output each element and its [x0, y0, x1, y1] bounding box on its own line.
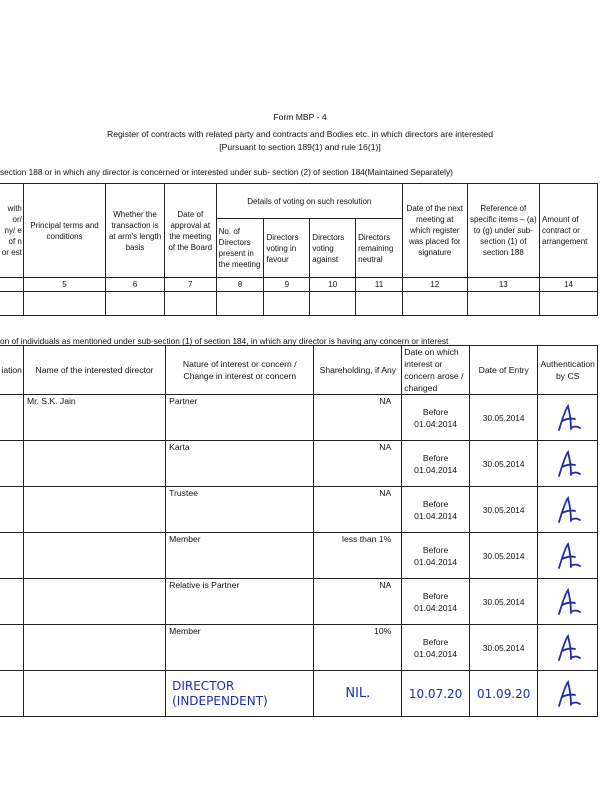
empty-cell: [0, 671, 23, 717]
col-header-next-meeting: Date of the next meeting at which register was placed for signature: [403, 184, 468, 278]
date-interest-before: Before: [422, 452, 449, 463]
date-interest-before: Before: [422, 406, 449, 417]
nature-cell: Relative is Partner: [166, 579, 314, 625]
register-subtitle: Register of contracts with related party and contracts and Bodies etc. in which directors are interested: [107, 129, 493, 139]
handwritten-nature: [166, 671, 314, 717]
date-interest-cell: [402, 395, 470, 441]
handwritten-nature-line2: (INDEPENDENT): [172, 693, 268, 708]
empty-cell: [216, 292, 264, 316]
col-header-director-name: Name of the interested director: [23, 346, 165, 395]
date-interest-date: 01.04.2014: [414, 556, 458, 567]
table-row: [0, 441, 598, 487]
date-interest-cell: [402, 487, 470, 533]
handwritten-shareholding: NIL.: [314, 671, 402, 717]
col-header-voting-favour: Directors voting in favour: [264, 219, 310, 278]
table-row-handwritten: [0, 671, 598, 717]
empty-cell: [23, 671, 165, 717]
col-number: [0, 278, 23, 292]
nature-cell: Member: [166, 625, 314, 671]
date-interest-date: 01.04.2014: [414, 464, 458, 475]
cs-signature: [538, 579, 598, 625]
empty-cell: [540, 292, 598, 316]
col-header-voting-against: Directors voting against: [310, 219, 356, 278]
director-name-cell: Mr. S.K. Jain: [23, 395, 165, 441]
date-entry-cell: 30.05.2014: [469, 487, 538, 533]
shareholding-cell: NA: [314, 579, 402, 625]
signature-icon: [553, 678, 583, 710]
col-header-section-188-ref: Reference of specific items – (a) to (g) under sub-section (1) of section 188: [467, 184, 539, 278]
col-header-a: with or/ ny/ e of n or est: [0, 184, 23, 278]
table-row: [0, 395, 598, 441]
col-number: 10: [310, 278, 356, 292]
empty-cell: [403, 292, 468, 316]
date-entry-cell: 30.05.2014: [469, 625, 538, 671]
signature-icon: [553, 586, 583, 618]
shareholding-cell: less than 1%: [314, 533, 402, 579]
date-interest-before: Before: [422, 544, 449, 555]
col-header-arms-length: Whether the transaction is at arm's length basis: [106, 184, 165, 278]
nature-cell: Partner: [166, 395, 314, 441]
signature-icon: [553, 494, 583, 526]
empty-cell: [356, 292, 403, 316]
col-header-date-interest: Date on which interest or concern arose / changed: [402, 346, 470, 395]
table-row: [0, 533, 598, 579]
date-interest-cell: [402, 579, 470, 625]
pursuant-line: [Pursuant to section 189(1) and rule 16(1)]: [219, 142, 381, 152]
empty-cell: [467, 292, 539, 316]
col-number: 13: [467, 278, 539, 292]
signature-icon: [553, 540, 583, 572]
director-name-cell: [23, 487, 165, 533]
date-interest-cell: [402, 441, 470, 487]
nature-cell: Member: [166, 533, 314, 579]
cs-signature: [538, 671, 598, 717]
handwritten-nature-line1: DIRECTOR: [172, 678, 235, 693]
col-number: 5: [23, 278, 105, 292]
col-number: 7: [164, 278, 216, 292]
cs-signature: [538, 625, 598, 671]
date-entry-cell: 30.05.2014: [469, 533, 538, 579]
director-name-cell: [23, 441, 165, 487]
cs-signature: [538, 487, 598, 533]
related-party-contracts-table: [0, 183, 598, 316]
empty-cell: [106, 292, 165, 316]
col-number: 14: [540, 278, 598, 292]
date-interest-cell: [402, 533, 470, 579]
empty-cell: [0, 292, 23, 316]
cs-signature: [538, 441, 598, 487]
date-entry-cell: 30.05.2014: [469, 441, 538, 487]
table-row: [0, 579, 598, 625]
shareholding-cell: NA: [314, 395, 402, 441]
col-number: 8: [216, 278, 264, 292]
signature-icon: [553, 402, 583, 434]
shareholding-cell: NA: [314, 487, 402, 533]
shareholding-cell: 10%: [314, 625, 402, 671]
date-interest-date: 01.04.2014: [414, 648, 458, 659]
empty-cell: [0, 625, 23, 671]
date-interest-before: Before: [422, 636, 449, 647]
cs-signature: [538, 533, 598, 579]
director-name-cell: [23, 533, 165, 579]
date-interest-cell: [402, 625, 470, 671]
empty-cell: [0, 487, 23, 533]
col-number: 12: [403, 278, 468, 292]
empty-cell: [0, 395, 23, 441]
table-row: [0, 487, 598, 533]
date-entry-cell: 30.05.2014: [469, 579, 538, 625]
empty-cell: [164, 292, 216, 316]
interest-register-table: [0, 345, 598, 717]
director-name-cell: [23, 579, 165, 625]
part1-note: section 188 or in which any director is concerned or interested under sub- section (2) of section 184(Maintained Separately): [0, 167, 453, 177]
part2-note: on of individuals as mentioned under sub-section (1) of section 184, in which any director is having any concern or interest: [0, 336, 449, 346]
col-header-authentication: Authentication by CS: [538, 346, 598, 395]
shareholding-cell: NA: [314, 441, 402, 487]
empty-cell: [23, 292, 105, 316]
empty-cell: [310, 292, 356, 316]
empty-cell: [0, 441, 23, 487]
empty-cell: [0, 579, 23, 625]
col-header-a: iation: [0, 346, 23, 395]
col-header-approval-date: Date of approval at the meeting of the Board: [164, 184, 216, 278]
cs-signature: [538, 395, 598, 441]
col-header-directors-present: No. of Directors present in the meeting: [216, 219, 264, 278]
table-row: [0, 625, 598, 671]
date-interest-date: 01.04.2014: [414, 418, 458, 429]
empty-cell: [264, 292, 310, 316]
empty-cell: [0, 533, 23, 579]
nature-cell: Karta: [166, 441, 314, 487]
nature-cell: Trustee: [166, 487, 314, 533]
col-header-nature: Nature of interest or concern / Change in interest or concern: [166, 346, 314, 395]
col-header-principal-terms: Principal terms and conditions: [23, 184, 105, 278]
date-interest-date: 01.04.2014: [414, 510, 458, 521]
col-header-shareholding: Shareholding, if Any: [314, 346, 402, 395]
signature-icon: [553, 448, 583, 480]
date-entry-cell: 30.05.2014: [469, 395, 538, 441]
date-interest-date: 01.04.2014: [414, 602, 458, 613]
col-header-voting-details: Details of voting on such resolution: [216, 184, 402, 219]
handwritten-date-entry: 01.09.20: [469, 671, 538, 717]
date-interest-before: Before: [422, 590, 449, 601]
director-name-cell: [23, 625, 165, 671]
col-number: 9: [264, 278, 310, 292]
form-title: Form MBP - 4: [273, 112, 327, 122]
date-interest-before: Before: [422, 498, 449, 509]
col-header-date-entry: Date of Entry: [469, 346, 538, 395]
col-header-amount: Amount of contract or arrangement: [540, 184, 598, 278]
col-number: 6: [106, 278, 165, 292]
col-header-neutral: Directors remaining neutral: [356, 219, 403, 278]
signature-icon: [553, 632, 583, 664]
handwritten-date-interest: 10.07.20: [402, 671, 470, 717]
col-number: 11: [356, 278, 403, 292]
